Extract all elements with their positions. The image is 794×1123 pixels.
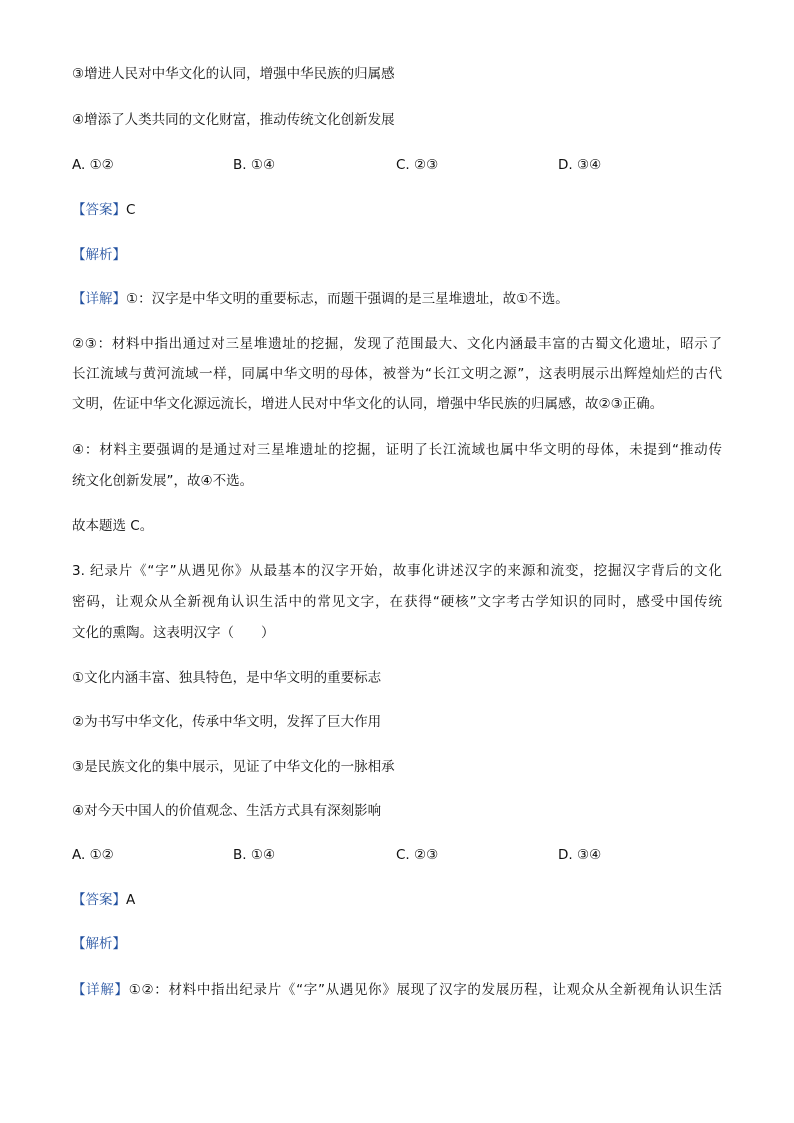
q2-options (72, 155, 722, 175)
q2-detail-3-line-1: ④：材料主要强调的是通过对三星堆遗址的挖掘，证明了长江流域也属中华文明的母体，未提到“推动传 (72, 442, 722, 458)
q3-option-a: A. ①② (72, 847, 114, 863)
q3-detail-1: 【详解】①②：材料中指出纪录片《“字”从遇见你》展现了汉字的发展历程，让观众从全新视角认识生活 (72, 982, 723, 998)
q2-detail-3-line-2: 统文化创新发展”，故④不选。 (72, 473, 254, 489)
q2-analysis-label: 【解析】 (72, 247, 126, 263)
q3-option-d: D. ③④ (558, 847, 602, 863)
q2-option-c: C. ②③ (396, 157, 439, 173)
q2-statement-3: ③增进人民对中华文化的认同，增强中华民族的归属感 (72, 66, 395, 82)
q3-detail-label: 【详解】 (72, 982, 129, 998)
q2-detail-1: 【详解】①：汉字是中华文明的重要标志，而题干强调的是三星堆遗址，故①不选。 (72, 291, 569, 307)
q3-options (72, 845, 722, 865)
q3-stem-line-1: 3. 纪录片《“字”从遇见你》从最基本的汉字开始，故事化讲述汉字的来源和流变，挖掘汉字背后的文化 (72, 563, 722, 579)
q3-stem-line-2: 密码，让观众从全新视角认识生活中的常见文字，在获得“硬核”文字考古学知识的同时，感受中国传统 (72, 594, 722, 610)
q2-conclusion: 故本题选 C。 (72, 518, 154, 534)
q2-statement-4: ④增添了人类共同的文化财富，推动传统文化创新发展 (72, 112, 395, 128)
q3-statement-2: ②为书写中华文化，传承中华文明，发挥了巨大作用 (72, 714, 382, 730)
q3-answer-label: 【答案】 (72, 892, 126, 908)
q3-stem-line-3: 文化的熏陶。这表明汉字（ ） (72, 625, 275, 641)
q3-statement-3: ③是民族文化的集中展示，见证了中华文化的一脉相承 (72, 759, 395, 775)
q3-option-c: C. ②③ (396, 847, 439, 863)
q2-answer-label: 【答案】 (72, 202, 126, 218)
q3-statement-1: ①文化内涵丰富、独具特色，是中华文明的重要标志 (72, 670, 382, 686)
q3-option-b: B. ①④ (233, 847, 276, 863)
q2-option-d: D. ③④ (558, 157, 602, 173)
q3-answer-value: A (126, 892, 136, 908)
q3-analysis-label: 【解析】 (72, 936, 126, 952)
q2-detail-2-line-1: ②③：材料中指出通过对三星堆遗址的挖掘，发现了范围最大、文化内涵最丰富的古蜀文化遗址，昭示了 (72, 336, 722, 352)
q2-detail-2-line-2: 长江流域与黄河流域一样，同属中华文明的母体，被誉为“长江文明之源”，这表明展示出辉煌灿烂的古代 (72, 366, 722, 382)
q3-statement-4: ④对今天中国人的价值观念、生活方式具有深刻影响 (72, 803, 382, 819)
q3-answer (72, 890, 722, 910)
q2-option-a: A. ①② (72, 157, 114, 173)
q2-answer-value: C (126, 202, 136, 218)
q2-detail-label: 【详解】 (72, 291, 126, 307)
q2-option-b: B. ①④ (233, 157, 276, 173)
q2-answer (72, 200, 722, 220)
q2-detail-2-line-3: 文明，佐证中华文化源远流长，增进人民对中华文化的认同，增强中华民族的归属感，故②③正确。 (72, 396, 664, 412)
